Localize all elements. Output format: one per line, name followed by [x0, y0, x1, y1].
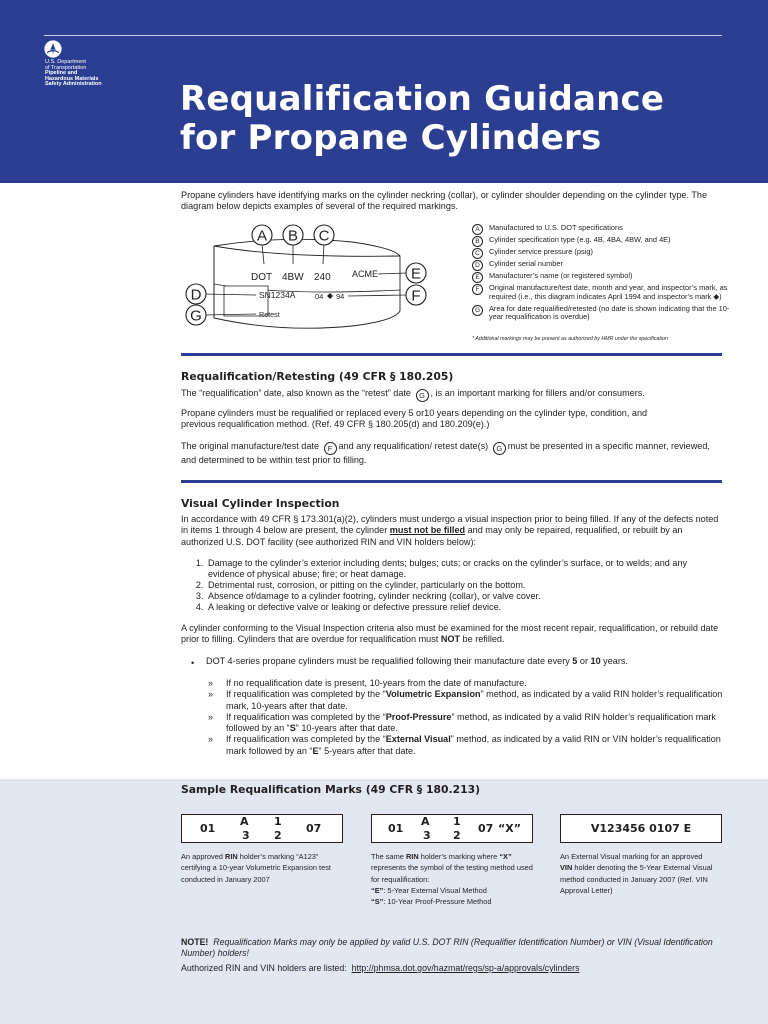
emphasis: E	[312, 745, 319, 756]
sub-bullet-icon: »	[208, 734, 214, 745]
callout-e: E	[410, 265, 422, 283]
emphasis: “E”	[371, 885, 384, 895]
legend-letter: B	[472, 236, 483, 247]
legend-letter: F	[472, 284, 483, 295]
callout-c: C	[318, 227, 330, 245]
sample-marks-heading: Sample Requalification Marks (49 CFR § 180.213)	[181, 783, 481, 796]
legend-text: Cylinder specification type (e.g. 4B, 4BA, 4BW, and 4E)	[489, 234, 671, 244]
authorized-holders-line	[181, 963, 721, 974]
text-run: Authorized RIN and VIN holders are listed:	[181, 963, 347, 973]
mark-digit: 1	[274, 815, 282, 828]
legend-item	[472, 305, 732, 322]
mark-serial: SN1234A	[259, 290, 296, 300]
visual-paragraph-2	[181, 623, 726, 646]
text-run: and may only be repaired, requalified, or rebuilt by an authorized U.S. DOT facility (see authorized RIN and VIN holders below):	[181, 525, 683, 547]
callout-g: G	[190, 307, 202, 325]
emphasis: NOT	[440, 634, 461, 645]
emphasis: S	[289, 723, 296, 734]
emphasis: Volumetric Expansion	[385, 689, 481, 700]
emphasis: 5	[572, 656, 578, 666]
sample-caption-3	[560, 851, 715, 896]
list-item: 3. Absence of/damage to a cylinder footring, cylinder neckring (collar), or valve cover.	[206, 591, 713, 602]
header-rule	[44, 35, 722, 36]
legend-text: Manufacturer’s name (or registered symbol)	[489, 270, 633, 280]
mark-digit: 2	[453, 829, 461, 842]
list-item: 2. Detrimental rust, corrosion, or pitting on the cylinder, particularly on the bottom.	[206, 580, 713, 591]
text-run: An External Visual marking for an approved	[560, 852, 703, 861]
sub-bullet	[208, 734, 728, 757]
text-run: and any requalification/ retest date(s)	[338, 441, 489, 451]
mark-year: 07	[478, 822, 494, 835]
callout-a: A	[256, 227, 268, 245]
text-run: ” method, as indicated by a valid RIN holder’s requalification mark followed by an “	[226, 711, 716, 734]
text-run: DOT 4-series propane cylinders must be requalified following their manufacture date every	[206, 656, 570, 666]
mark-maker: ACME	[352, 269, 379, 279]
text-run: If requalification was completed by the “	[226, 689, 386, 700]
agency-line: Pipeline and	[45, 70, 78, 77]
legend-letter: C	[472, 248, 483, 259]
legend-text: Manufactured to U.S. DOT specifications	[489, 223, 623, 232]
mark-month: 01	[388, 822, 404, 835]
text-run: : 10-Year Proof-Pressure Method	[383, 897, 492, 907]
list-item: 4. A leaking or defective valve or leaking or defective pressure relief device.	[206, 602, 713, 613]
text-run: : 5-Year External Visual Method	[383, 885, 487, 895]
legend-item	[472, 284, 732, 301]
callout-b: B	[287, 227, 299, 245]
dot-logo-icon	[44, 40, 62, 58]
mark-date-left: 04	[315, 292, 324, 301]
mark-digit: 2	[274, 829, 282, 842]
agency-line: Hazardous Materials	[45, 75, 99, 82]
agency-name	[45, 60, 135, 88]
emphasis: Proof-Pressure	[385, 711, 452, 722]
legend-item	[472, 272, 732, 281]
mark-date-right: 94	[336, 292, 345, 301]
emphasis: must not be filled	[389, 525, 466, 536]
intro-paragraph: Propane cylinders have identifying marks on the cylinder neckring (collar), or cylinder shoulder depending on the cylinder type. The diagram below depicts examples of several of the required markings.	[181, 190, 708, 212]
title-line-2: for Propane Cylinders	[180, 118, 602, 158]
emphasis: External Visual	[385, 734, 451, 745]
bullet-icon: •	[191, 658, 195, 668]
mark-digit: 3	[423, 829, 431, 842]
mark-digit: 1	[453, 815, 461, 828]
legend-item	[472, 224, 732, 233]
legend-text: Original manufacture/test date, month and year, and inspector’s mark, as required (i.e., this diagram indicates April 1994 and inspector’s mark ◆)	[489, 282, 728, 301]
sub-bullet-icon: »	[208, 711, 214, 722]
legend-item	[472, 260, 732, 269]
legend-letter: D	[472, 260, 483, 271]
mark-retest: Retest	[259, 310, 280, 319]
marking-legend	[472, 224, 732, 325]
requal-paragraph-1	[181, 388, 726, 402]
letter-marker: F	[324, 442, 337, 455]
requalification-heading: Requalification/Retesting (49 CFR § 180.205)	[181, 370, 454, 383]
text-run: If requalification was completed by the “	[226, 734, 386, 745]
mark-method-symbol: “X”	[498, 822, 521, 835]
sub-bullet-list	[208, 678, 728, 757]
text-run: holder’s marking “A123” certifying a 10-year Volumetric Expansion test conducted in January 2007	[181, 852, 331, 884]
sample-caption-2	[371, 851, 541, 907]
list-item: 1. Damage to the cylinder’s exterior including dents; bulges; cuts; or cracks on the cylinder’s surface, or to welds; and any evidence of physical abuse; fire; or heat damage.	[206, 558, 713, 580]
title-line-1: Requalification Guidance	[180, 79, 665, 119]
sample-caption-1	[181, 851, 331, 885]
mark-month: 01	[200, 822, 216, 835]
sub-bullet	[208, 689, 728, 712]
emphasis: VIN	[560, 863, 573, 873]
mark-pressure: 240	[314, 272, 331, 283]
legend-footnote: * Additional markings may be present as authorized by HMR under the specification	[472, 336, 668, 342]
sub-bullet	[208, 678, 728, 689]
sample-mark-box-3	[560, 814, 722, 843]
text-run: ” method, as indicated by a valid RIN or VIN holder’s requalification mark followed by an “	[226, 734, 721, 756]
text-run: years.	[603, 656, 628, 666]
legend-text: Area for date requalified/retested (no date is shown indicating that the 10-year requalification is overdue)	[489, 303, 730, 322]
mark-letter: A	[240, 815, 249, 828]
text-run: ” method, as indicated by a valid RIN holder’s requalification mark, 10-years after that date.	[226, 689, 723, 711]
text-run: , is an important marking for fillers and/or consumers.	[430, 388, 645, 398]
text-run: The original manufacture/test date	[181, 441, 320, 451]
legend-item	[472, 248, 732, 257]
text-run: A cylinder conforming to the Visual Inspection criteria also must be examined for the most recent repair, requalification, or rebuild date prior to filling. Cylinders that are overdue for requalification must	[181, 623, 719, 645]
note-text: Requalification Marks may only be applied by valid U.S. DOT RIN (Requalifier Identification Number) or VIN (Visual Identification Number) holders!	[181, 937, 713, 958]
callout-d: D	[190, 286, 202, 304]
emphasis: RIN	[405, 852, 419, 861]
visual-inspection-heading: Visual Cylinder Inspection	[181, 497, 340, 510]
cylinder-collar-diagram	[180, 222, 440, 338]
text-run: The “requalification” date, also known as the “retest” date	[181, 388, 411, 398]
sub-bullet	[208, 712, 728, 735]
legend-letter: A	[472, 224, 483, 235]
visual-paragraph-1	[181, 514, 726, 548]
section-divider	[181, 480, 722, 483]
mark-year: 07	[306, 822, 322, 835]
section-divider	[181, 353, 722, 356]
letter-marker: G	[493, 442, 506, 455]
agency-line: U.S. Department	[45, 59, 86, 65]
text-run: An approved	[181, 852, 223, 861]
emphasis: 10	[590, 656, 601, 666]
emphasis: “X”	[499, 852, 512, 861]
requal-paragraph-2: Propane cylinders must be requalified or replaced every 5 or10 years depending on the cylinder type, condition, and previous requalification method. (Ref. 49 CFR § 180.205(d) and 180.209(e).)	[181, 408, 648, 430]
text-run: represents the symbol of the testing method used for requalification:	[371, 863, 533, 884]
legend-text: Cylinder service pressure (psig)	[489, 246, 593, 256]
emphasis: RIN	[224, 852, 238, 861]
text-run: ” 5-years after that date.	[318, 745, 416, 756]
text-run: or	[579, 656, 588, 666]
mark-dot: DOT	[251, 272, 273, 283]
note-paragraph	[181, 937, 721, 959]
sub-bullet-icon: »	[208, 678, 214, 688]
page-title	[180, 80, 760, 158]
sample-mark-box-1	[181, 814, 343, 843]
sub-bullet-icon: »	[208, 689, 214, 700]
legend-letter: E	[472, 272, 483, 283]
text-run: If requalification was completed by the “	[226, 711, 386, 722]
mark-letter: A	[421, 815, 430, 828]
vin-mark: V123456 0107 E	[590, 822, 692, 835]
mark-digit: 3	[242, 829, 250, 842]
agency-line: Safety Administration	[45, 81, 102, 88]
callout-f: F	[411, 287, 421, 305]
text-run: In accordance with 49 CFR § 173.301(a)(2), cylinders must undergo a visual inspection prior to being filled. If any of the defects noted in items 1 through 4 below are present, the cylinder	[181, 514, 719, 536]
text-run: The same	[371, 852, 404, 861]
emphasis: “S”	[371, 897, 384, 907]
text-run: holder denoting the 5-Year External Visual method conducted in January 2007 (Ref. VIN Approval Letter)	[560, 863, 713, 895]
agency-line: of Transportation	[45, 64, 87, 71]
text-run: must be presented in a specific manner, reviewed, and determined to be within test prior to filling.	[181, 441, 710, 465]
mark-spec: 4BW	[282, 272, 304, 283]
legend-letter: G	[472, 305, 483, 316]
requal-paragraph-3	[181, 441, 726, 466]
text-run: holder’s marking where	[420, 852, 498, 861]
legend-item	[472, 236, 732, 245]
bullet-requal-interval	[206, 656, 628, 667]
text-run: be refilled.	[462, 634, 505, 645]
legend-text: Cylinder serial number	[489, 258, 563, 268]
text-run: ” 10-years after that date.	[295, 723, 398, 734]
approvals-link[interactable]: http://phmsa.dot.gov/hazmat/regs/sp-a/approvals/cylinders	[351, 963, 580, 973]
note-label: NOTE!	[181, 937, 209, 947]
text-run: If no requalification date is present, 10-years from the date of manufacture.	[226, 678, 527, 688]
sample-mark-box-2	[371, 814, 533, 843]
header-banner	[0, 0, 768, 183]
defect-list	[193, 558, 713, 613]
letter-marker: G	[416, 389, 429, 402]
